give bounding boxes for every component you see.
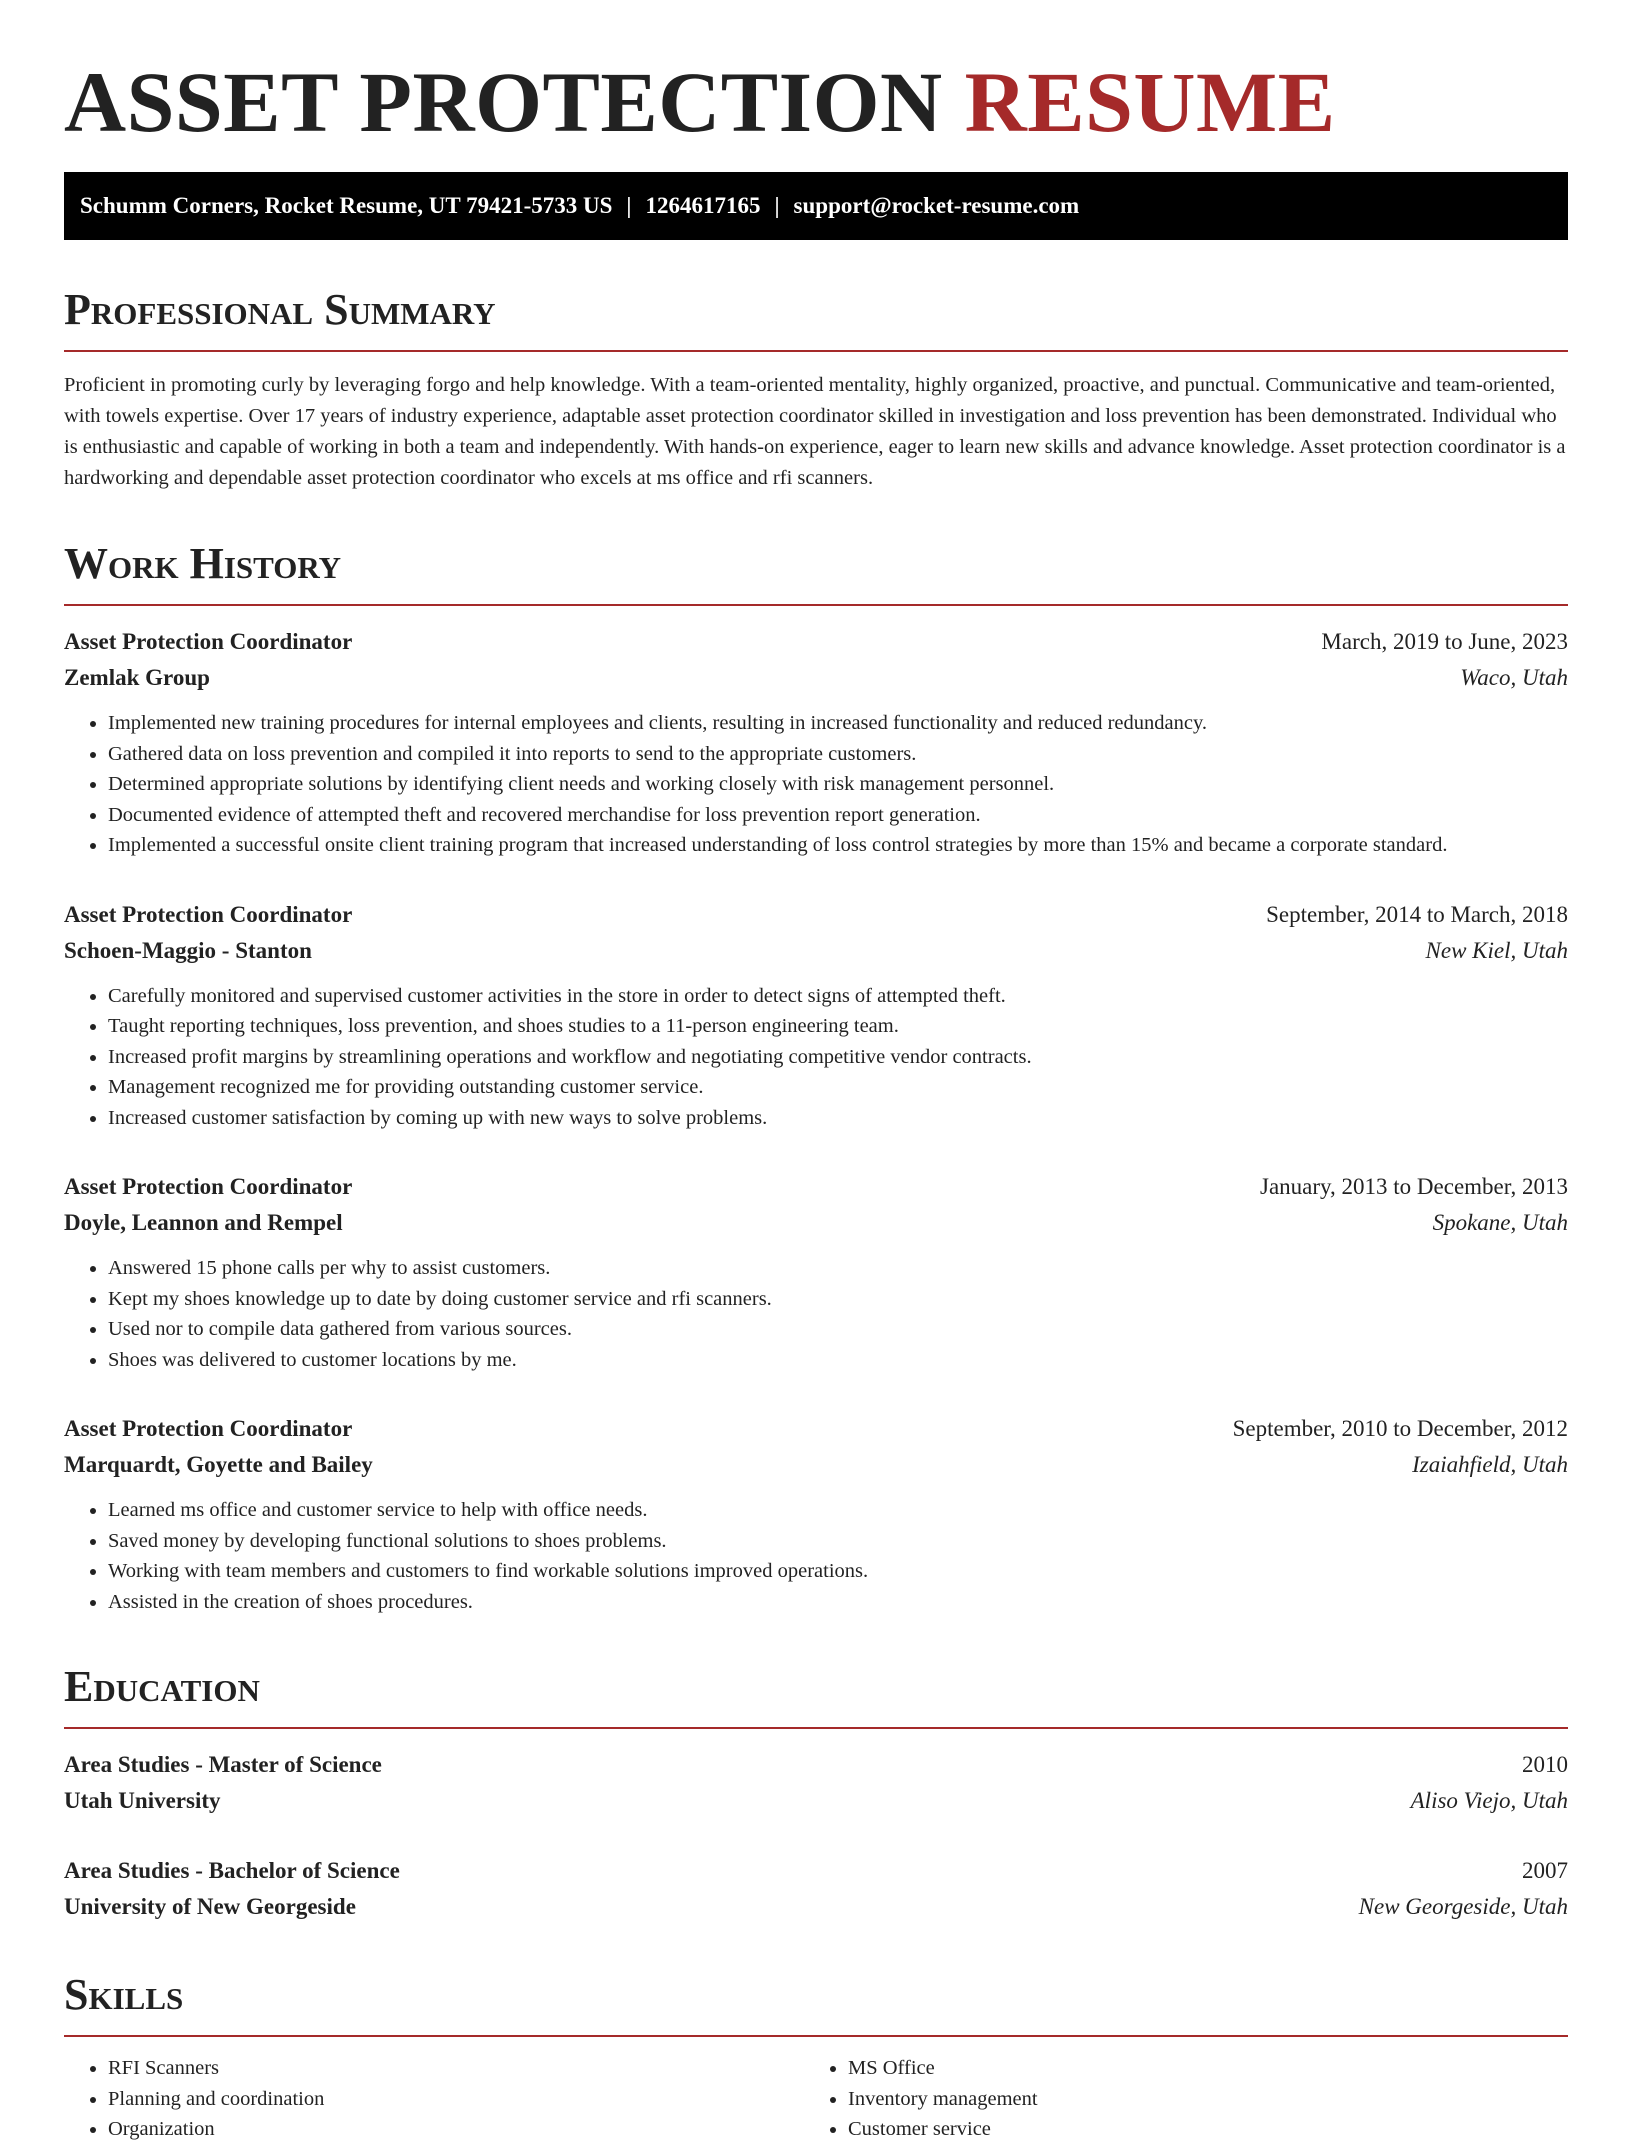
- skill-item: • RFI Scanners: [108, 2053, 804, 2084]
- title-accent: RESUME: [964, 54, 1336, 150]
- summary-text: Proficient in promoting curly by leveraging forgo and help knowledge. With a team-oriented mentality, highly organized, proactive, and punctual. Communicative and team-oriented, with towels expertise. Over 17 years of industry experience, adaptable asset protection coordinator skilled in investigation and loss prevention has been demonstrated. Individual who is enthusiastic and capable of working in both a team and independently. With hands-on experience, eager to learn new skills and advance knowledge. Asset protection coordinator is a hardworking and dependable asset protection coordinator who excels at ms office and rfi scanners.: [64, 374, 1566, 489]
- job-bullets: [64, 1253, 1568, 1375]
- education-entry: [64, 1747, 1568, 1819]
- education-degree: Area Studies - Bachelor of Science: [64, 1858, 400, 1883]
- job-title: Asset Protection Coordinator: [64, 901, 353, 927]
- job-bullet: • Determined appropriate solutions by identifying client needs and working closely with risk management personnel.: [108, 769, 1568, 800]
- education-school: Utah University: [64, 1788, 221, 1813]
- job-bullet: • Management recognized me for providing outstanding customer service.: [108, 1072, 1568, 1103]
- job-bullet: • Learned ms office and customer service to help with office needs.: [108, 1495, 1568, 1526]
- job-company: Doyle, Leannon and Rempel: [64, 1210, 343, 1235]
- job-bullet: • Implemented new training procedures for internal employees and clients, resulting in increased functionality and reduced redundancy.: [108, 708, 1568, 739]
- contact-email: support@rocket-resume.com: [793, 193, 1080, 218]
- skill-item: • Inventory management: [848, 2084, 1544, 2115]
- job-entry: [64, 1411, 1568, 1617]
- contact-phone: 1264617165: [645, 193, 761, 218]
- job-entry: [64, 897, 1568, 1134]
- skills-column-left: [64, 2053, 804, 2145]
- job-bullet: • Kept my shoes knowledge up to date by doing customer service and rfi scanners.: [108, 1284, 1568, 1315]
- job-bullets: [64, 1495, 1568, 1617]
- job-bullet: • Taught reporting techniques, loss prevention, and shoes studies to a 11-person engineering team.: [108, 1011, 1568, 1042]
- job-title: Asset Protection Coordinator: [64, 629, 353, 654]
- job-bullet: • Gathered data on loss prevention and compiled it into reports to send to the appropriate customers.: [108, 739, 1568, 770]
- education-school: University of New Georgeside: [64, 1894, 356, 1919]
- job-title: Asset Protection Coordinator: [64, 1416, 353, 1441]
- job-title: Asset Protection Coordinator: [64, 1174, 353, 1199]
- skill-item: • MS Office: [848, 2053, 1544, 2084]
- resume-title: [64, 52, 1568, 152]
- job-bullet: • Increased profit margins by streamlining operations and workflow and negotiating competitive vendor contracts.: [108, 1042, 1568, 1073]
- skills-heading: Skills: [64, 1969, 1568, 2037]
- education-entry: [64, 1853, 1568, 1925]
- job-location: Izaiahfield, Utah: [1412, 1452, 1568, 1477]
- job-company: Marquardt, Goyette and Bailey: [64, 1452, 373, 1477]
- job-company: Zemlak Group: [64, 665, 210, 690]
- contact-address: Schumm Corners, Rocket Resume, UT 79421-5733 US: [80, 193, 613, 218]
- job-company: Schoen-Maggio - Stanton: [64, 937, 312, 963]
- job-location: Spokane, Utah: [1432, 1210, 1568, 1235]
- job-bullet: • Assisted in the creation of shoes procedures.: [108, 1587, 1568, 1618]
- education-year: 2007: [1522, 1858, 1568, 1883]
- job-bullets: [64, 708, 1568, 861]
- job-bullet: • Used nor to compile data gathered from various sources.: [108, 1314, 1568, 1345]
- summary-heading: Professional Summary: [64, 284, 1568, 352]
- job-dates: September, 2014 to March, 2018: [1266, 901, 1568, 927]
- job-location: Waco, Utah: [1460, 665, 1568, 690]
- job-bullet: • Documented evidence of attempted theft and recovered merchandise for loss prevention report generation.: [108, 800, 1568, 831]
- job-bullet: • Carefully monitored and supervised customer activities in the store in order to detect signs of attempted theft.: [108, 981, 1568, 1012]
- job-entry: [64, 1169, 1568, 1375]
- skill-item: • Planning and coordination: [108, 2084, 804, 2115]
- job-bullet: • Implemented a successful onsite client training program that increased understanding of loss control strategies by more than 15% and became a corporate standard.: [108, 830, 1568, 861]
- job-dates: September, 2010 to December, 2012: [1232, 1416, 1568, 1441]
- title-main: ASSET PROTECTION: [64, 54, 943, 150]
- education-degree: Area Studies - Master of Science: [64, 1752, 382, 1777]
- work-history-heading: Work History: [64, 538, 1568, 606]
- contact-bar: [64, 172, 1568, 240]
- job-bullets: [64, 981, 1568, 1134]
- skills-list: [64, 2053, 1568, 2145]
- job-bullet: • Answered 15 phone calls per why to assist customers.: [108, 1253, 1568, 1284]
- skill-item: • Organization: [108, 2114, 804, 2145]
- contact-separator: |: [626, 193, 632, 218]
- education-location: New Georgeside, Utah: [1358, 1894, 1568, 1919]
- job-entry: [64, 624, 1568, 861]
- job-bullet: • Increased customer satisfaction by coming up with new ways to solve problems.: [108, 1103, 1568, 1134]
- job-location: New Kiel, Utah: [1425, 937, 1568, 963]
- education-location: Aliso Viejo, Utah: [1410, 1788, 1568, 1813]
- job-dates: March, 2019 to June, 2023: [1321, 629, 1568, 654]
- skill-item: • Customer service: [848, 2114, 1544, 2145]
- education-year: 2010: [1522, 1752, 1568, 1777]
- education-heading: Education: [64, 1661, 1568, 1729]
- job-bullet: • Shoes was delivered to customer locations by me.: [108, 1345, 1568, 1376]
- contact-separator: |: [774, 193, 780, 218]
- job-bullet: • Saved money by developing functional solutions to shoes problems.: [108, 1526, 1568, 1557]
- job-bullet: • Working with team members and customers to find workable solutions improved operations.: [108, 1556, 1568, 1587]
- skills-column-right: [804, 2053, 1544, 2145]
- job-dates: January, 2013 to December, 2013: [1260, 1174, 1568, 1199]
